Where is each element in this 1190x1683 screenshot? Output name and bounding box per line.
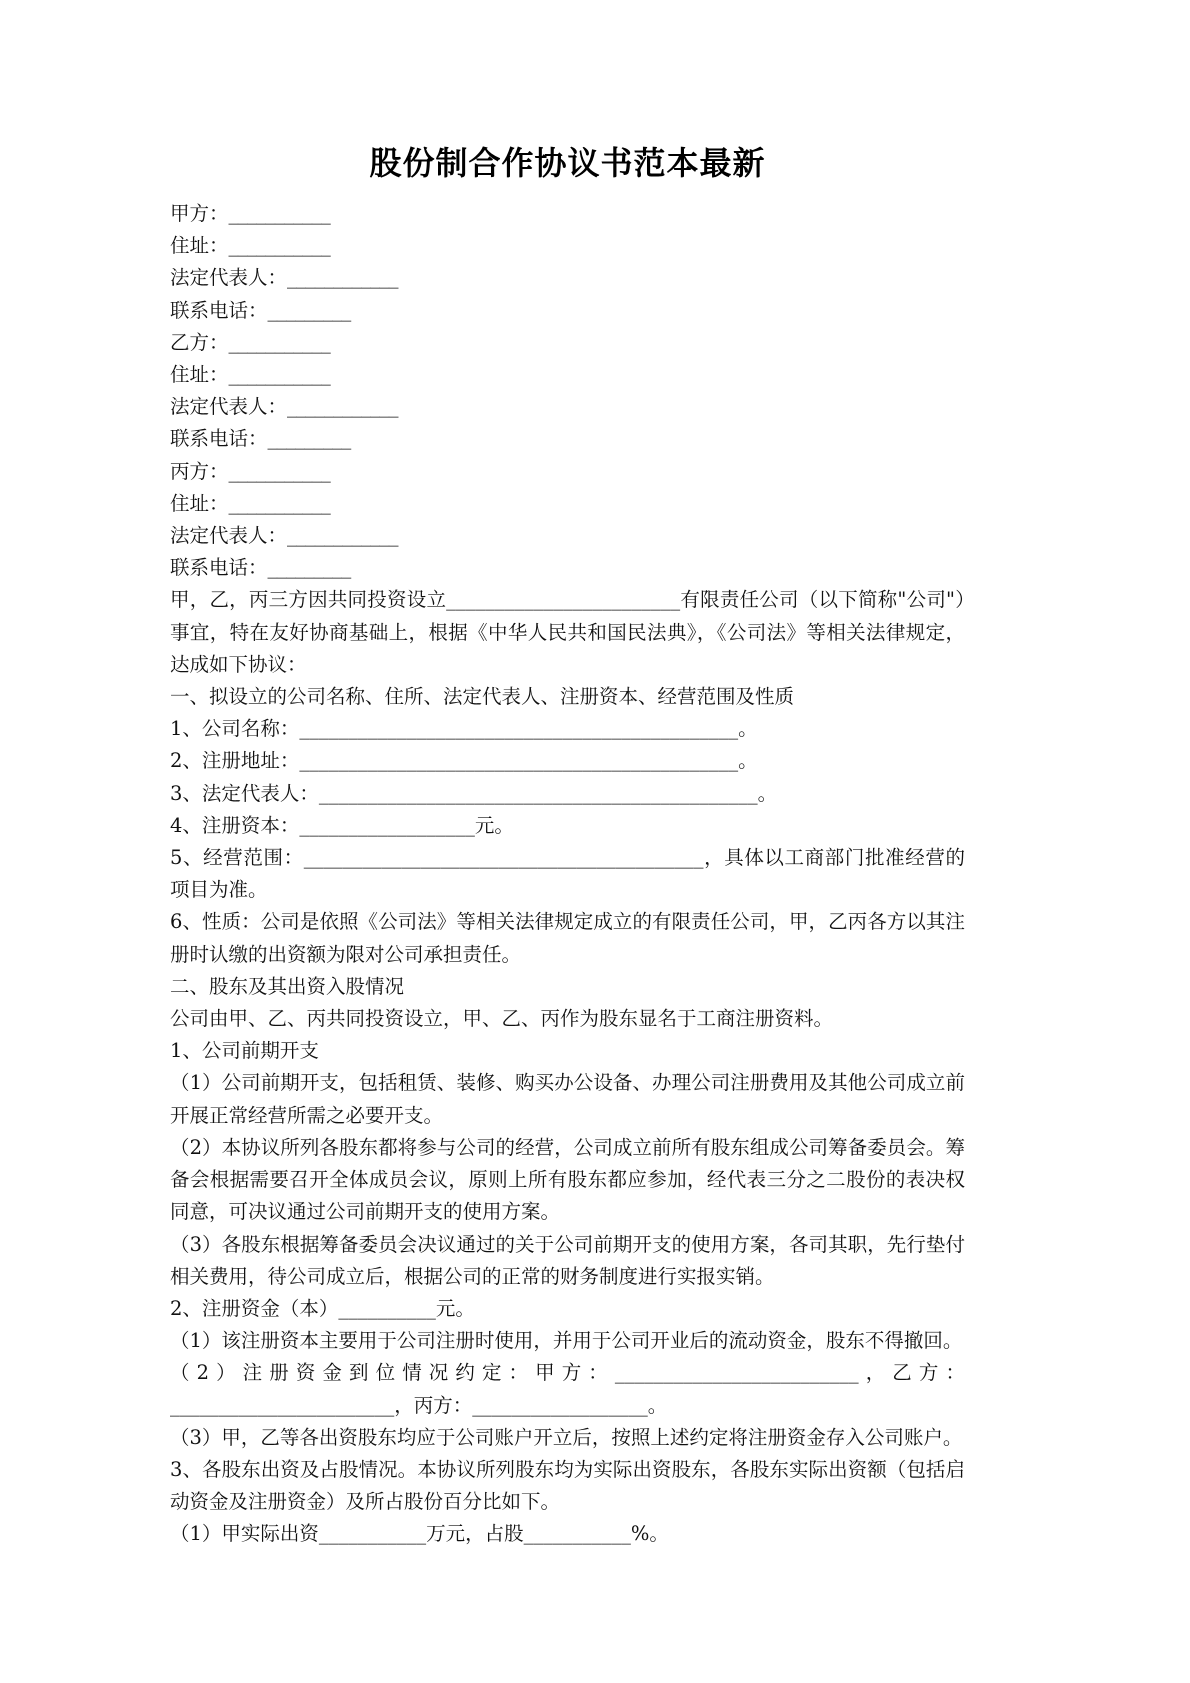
section-one-item: 1、公司名称：_____________________________________________。 xyxy=(170,717,758,741)
party-label: 联系电话： xyxy=(170,556,268,580)
party-blank: _________ xyxy=(267,556,351,580)
section-one-item: 6、性质：公司是依照《公司法》等相关法律规定成立的有限责任公司，甲，乙丙各方以其注册时认缴的出资额为限对公司承担责任。 xyxy=(170,910,965,966)
party-label: 住址： xyxy=(170,491,229,515)
party-label: 住址： xyxy=(170,234,229,258)
party-label: 乙方： xyxy=(170,330,229,354)
party-blank: _________ xyxy=(267,298,351,322)
section-two-item: （3）各股东根据筹备委员会决议通过的关于公司前期开支的使用方案，各司其职，先行垫付相关费用，待公司成立后，根据公司的正常的财务制度进行实报实销。 xyxy=(170,1232,965,1288)
party-blank: ____________ xyxy=(287,524,399,548)
party-blank: ___________ xyxy=(228,234,331,258)
party-blank: ____________ xyxy=(287,395,399,419)
party-line xyxy=(170,391,965,423)
section-two-item: 2、注册资金（本）__________元。 xyxy=(170,1296,475,1320)
party-label: 联系电话： xyxy=(170,298,268,322)
party-label: 联系电话： xyxy=(170,427,268,451)
party-line xyxy=(170,295,965,327)
party-line xyxy=(170,488,965,520)
section-two-item: 1、公司前期开支 xyxy=(170,1039,319,1063)
section-one-heading: 一、拟设立的公司名称、住所、法定代表人、注册资本、经营范围及性质 xyxy=(170,685,795,709)
section-two-item: （1）甲实际出资___________万元，占股___________%。 xyxy=(170,1522,669,1546)
section-one-item: 4、注册资本：__________________元。 xyxy=(170,813,514,837)
party-blank: ___________ xyxy=(228,459,331,483)
section-two-item: （2）注册资金到位情况约定：甲方：_________________________，乙方：_______________________，丙方：__________________。 xyxy=(170,1361,965,1417)
party-blank: ____________ xyxy=(287,266,399,290)
party-blank: ___________ xyxy=(228,202,331,225)
party-blank: ___________ xyxy=(228,330,331,354)
section-two-intro: 公司由甲、乙、丙共同投资设立，甲、乙、丙作为股东显名于工商注册资料。 xyxy=(170,1007,834,1031)
party-label: 法定代表人： xyxy=(170,266,288,290)
party-label: 丙方： xyxy=(170,459,229,483)
party-blank: ___________ xyxy=(228,363,331,387)
document-body xyxy=(170,198,965,1551)
party-line xyxy=(170,552,965,584)
party-label: 甲方： xyxy=(170,202,229,225)
section-two-item: 3、各股东出资及占股情况。本协议所列股东均为实际出资股东，各股东实际出资额（包括启动资金及注册资金）及所占股份百分比如下。 xyxy=(170,1457,965,1514)
section-two-item: （2）本协议所列各股东都将参与公司的经营，公司成立前所有股东组成公司筹备委员会。筹备会根据需要召开全体成员会议，原则上所有股东都应参加，经代表三分之二股份的表决权同意，可决议通过公司前期开支的使用方案。 xyxy=(170,1135,965,1224)
section-two-item: （3）甲，乙等各出资股东均应于公司账户开立后，按照上述约定将注册资金存入公司账户。 xyxy=(170,1425,963,1449)
section-one-item: 3、法定代表人：_____________________________________________。 xyxy=(170,781,778,805)
preamble-paragraph: 甲，乙，丙三方因共同投资设立________________________有限责任公司（以下简称"公司"）事宜，特在友好协商基础上，根据《中华人民共和国民法典》，《公司法》等相关法律规定，达成如下协议： xyxy=(170,588,965,676)
section-one-item: 2、注册地址：_____________________________________________。 xyxy=(170,749,758,773)
section-two-item: （1）该注册资本主要用于公司注册时使用，并用于公司开业后的流动资金，股东不得撤回。 xyxy=(170,1329,963,1353)
party-label: 法定代表人： xyxy=(170,395,288,419)
section-two-item: （1）公司前期开支，包括租赁、装修、购买办公设备、办理公司注册费用及其他公司成立前开展正常经营所需之必要开支。 xyxy=(170,1071,965,1127)
party-line xyxy=(170,359,965,391)
section-one-item: 5、经营范围：_________________________________________，具体以工商部门批准经营的项目为准。 xyxy=(170,846,965,902)
party-label: 住址： xyxy=(170,363,229,387)
party-line xyxy=(170,230,965,262)
party-label: 法定代表人： xyxy=(170,524,288,548)
party-blank: ___________ xyxy=(228,491,331,515)
party-line xyxy=(170,198,965,230)
party-line xyxy=(170,520,965,552)
party-line xyxy=(170,262,965,294)
party-line xyxy=(170,456,965,488)
page-title: 股份制合作协议书范本最新 xyxy=(369,144,766,182)
section-two-heading: 二、股东及其出资入股情况 xyxy=(170,974,405,998)
party-line xyxy=(170,423,965,455)
party-blank: _________ xyxy=(267,427,351,451)
party-line xyxy=(170,327,965,359)
party-information-block xyxy=(170,198,965,584)
